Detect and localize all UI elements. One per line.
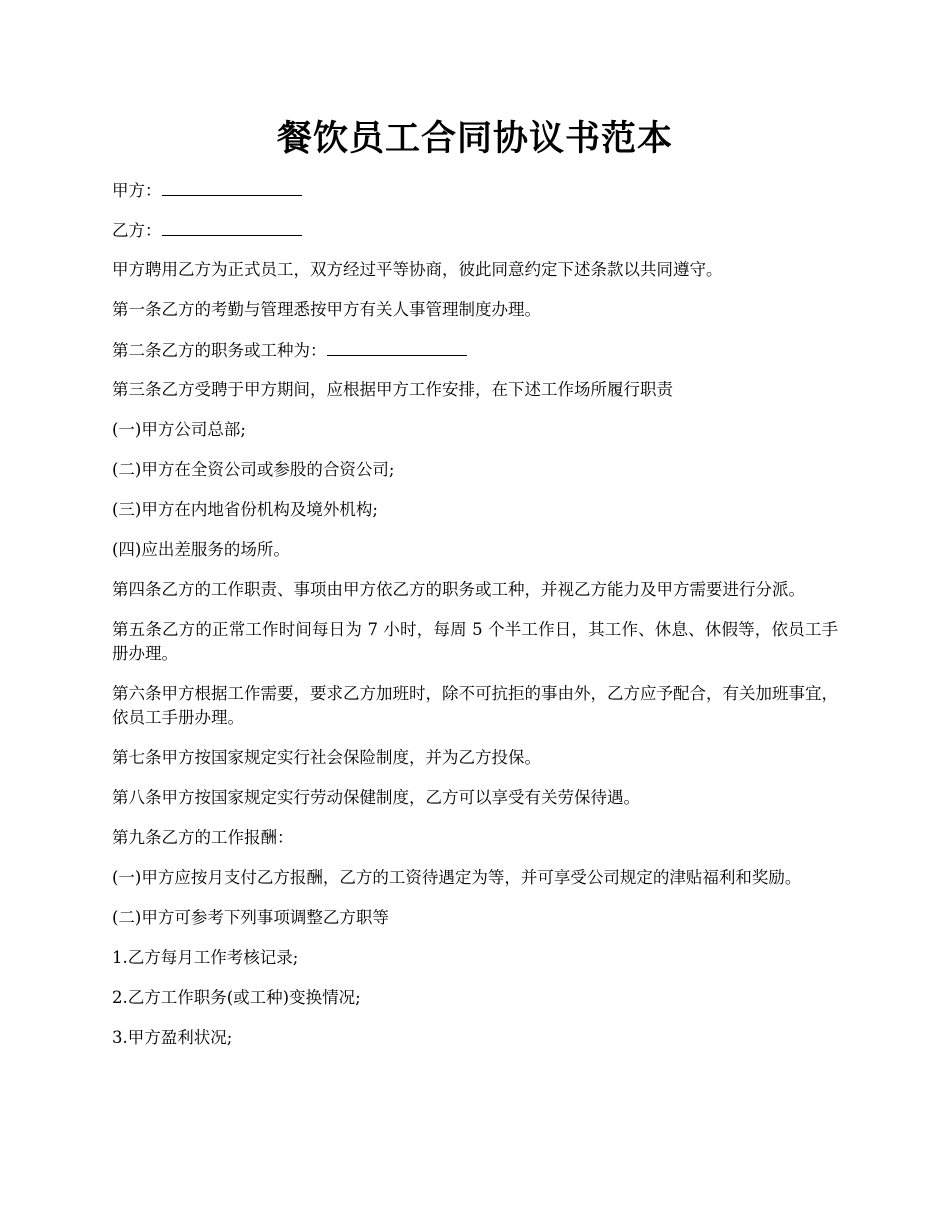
paragraph: 第七条甲方按国家规定实行社会保险制度，并为乙方投保。 — [112, 748, 541, 767]
paragraph: 第四条乙方的工作职责、事项由甲方依乙方的职务或工种，并视乙方能力及甲方需要进行分派。 — [112, 580, 805, 599]
paragraph: 第一条乙方的考勤与管理悉按甲方有关人事管理制度办理。 — [112, 300, 541, 319]
list-item: (三)甲方在内地省份机构及境外机构; — [112, 500, 378, 519]
list-item: (二)甲方可参考下列事项调整乙方职等 — [112, 908, 389, 927]
paragraph: 第八条甲方按国家规定实行劳动保健制度，乙方可以享受有关劳保待遇。 — [112, 788, 640, 807]
position-line — [112, 338, 838, 362]
list-item: 3.甲方盈利状况; — [112, 1028, 233, 1047]
paragraph: 第二条乙方的职务或工种为： — [112, 341, 327, 360]
paragraph: 第九条乙方的工作报酬： — [112, 828, 294, 847]
party-a-blank — [162, 178, 302, 196]
position-blank — [327, 338, 467, 356]
paragraph: 第三条乙方受聘于甲方期间，应根据甲方工作安排，在下述工作场所履行职责 — [112, 380, 673, 399]
paragraph: 第六条甲方根据工作需要，要求乙方加班时，除不可抗拒的事由外，乙方应予配合，有关加班事宜，依员工手册办理。 — [112, 684, 838, 727]
party-b-blank — [162, 218, 302, 236]
party-a-line — [112, 178, 838, 202]
list-item: (一)甲方公司总部; — [112, 420, 246, 439]
paragraph: 第五条乙方的正常工作时间每日为 7 小时，每周 5 个半工作日，其工作、休息、休假等，依员工手册办理。 — [112, 620, 838, 663]
party-b-label: 乙方： — [112, 221, 162, 240]
list-item: (一)甲方应按月支付乙方报酬，乙方的工资待遇定为等，并可享受公司规定的津贴福利和奖励。 — [112, 868, 802, 887]
list-item: 2.乙方工作职务(或工种)变换情况; — [112, 988, 361, 1007]
list-item: (四)应出差服务的场所。 — [112, 540, 290, 559]
party-a-label: 甲方： — [112, 181, 162, 200]
list-item: (二)甲方在全资公司或参股的合资公司; — [112, 460, 395, 479]
paragraph: 甲方聘用乙方为正式员工，双方经过平等协商，彼此同意约定下述条款以共同遵守。 — [112, 260, 723, 279]
party-b-line — [112, 218, 838, 242]
document-title: 餐饮员工合同协议书范本 — [276, 118, 673, 159]
document-body — [112, 178, 838, 1050]
list-item: 1.乙方每月工作考核记录; — [112, 948, 299, 967]
